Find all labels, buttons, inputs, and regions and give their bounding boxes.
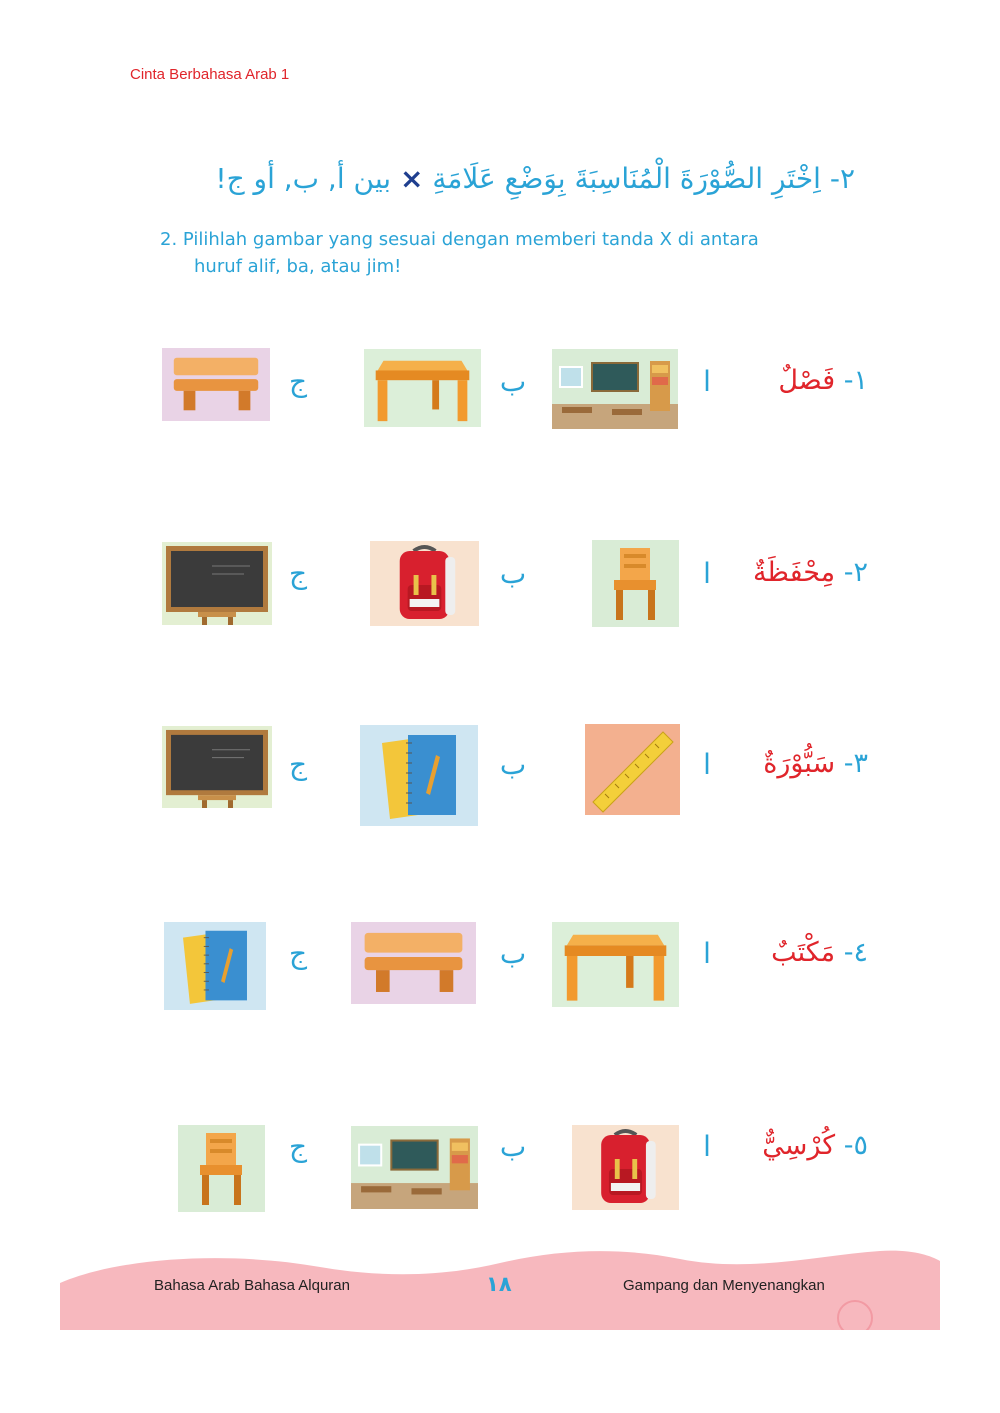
footer-right-text: Gampang dan Menyenangkan (623, 1277, 825, 1294)
question-arabic-word: كُرْسِيٌّ (762, 1130, 836, 1161)
x-mark: × (399, 162, 424, 195)
question-number: ١- (843, 365, 868, 396)
option-letter-alif[interactable]: ا (703, 748, 711, 781)
option-image-chair[interactable] (592, 540, 679, 627)
option-image-backpack[interactable] (572, 1125, 679, 1210)
option-image-notebooks[interactable] (164, 922, 266, 1010)
option-letter-jim[interactable]: ج (288, 937, 308, 970)
option-image-classroom[interactable] (552, 349, 678, 429)
question-number: ٤- (843, 937, 868, 968)
question-word (753, 557, 868, 588)
option-letter-ba[interactable]: ب (499, 748, 527, 781)
instruction-line-1: 2. Pilihlah gambar yang sesuai dengan memberi tanda X di antara (160, 229, 759, 250)
option-image-blackboard[interactable] (162, 726, 272, 808)
option-image-notebooks[interactable] (360, 725, 478, 826)
question-number: ٥- (843, 1130, 868, 1161)
question-number: ٣- (843, 748, 868, 779)
page-number: ١٨ (486, 1272, 512, 1296)
option-image-table[interactable] (552, 922, 679, 1007)
instruction-line-2: huruf alif, ba, atau jim! (194, 256, 402, 277)
question-word (778, 365, 868, 396)
option-letter-ba[interactable]: ب (499, 557, 527, 590)
option-letter-ba[interactable]: ب (499, 937, 527, 970)
option-letter-alif[interactable]: ا (703, 937, 711, 970)
instruction-indonesian (160, 226, 840, 280)
option-image-ruler[interactable] (585, 724, 680, 815)
question-word (762, 1130, 868, 1161)
footer-left-text: Bahasa Arab Bahasa Alquran (154, 1277, 350, 1294)
option-letter-alif[interactable]: ا (703, 1130, 711, 1163)
option-image-bench[interactable] (351, 922, 476, 1004)
option-image-blackboard[interactable] (162, 542, 272, 625)
instruction-arabic-after: بين أ, ب, أو ج! (215, 162, 392, 195)
option-letter-jim[interactable]: ج (288, 365, 308, 398)
option-image-classroom[interactable] (351, 1126, 478, 1209)
question-arabic-word: مَكْتَبٌ (771, 937, 836, 968)
option-letter-jim[interactable]: ج (288, 557, 308, 590)
instruction-arabic-before: ٢- اِخْتَرِ الصُّوْرَةَ الْمُنَاسِبَةَ بِوَضْعِ عَلَامَةِ (432, 162, 855, 195)
option-image-chair[interactable] (178, 1125, 265, 1212)
option-letter-jim[interactable]: ج (288, 748, 308, 781)
option-letter-ba[interactable]: ب (499, 365, 527, 398)
question-arabic-word: فَصْلٌ (778, 365, 836, 396)
question-number: ٢- (843, 557, 868, 588)
footer-band (60, 1245, 940, 1330)
question-word (763, 748, 868, 779)
option-letter-alif[interactable]: ا (703, 365, 711, 398)
option-image-bench[interactable] (162, 348, 270, 421)
question-arabic-word: مِحْفَظَةٌ (752, 557, 836, 588)
option-letter-ba[interactable]: ب (499, 1130, 527, 1163)
option-image-table[interactable] (364, 349, 481, 427)
option-letter-alif[interactable]: ا (703, 557, 711, 590)
question-word (771, 937, 868, 968)
option-letter-jim[interactable]: ج (288, 1130, 308, 1163)
book-title: Cinta Berbahasa Arab 1 (130, 66, 290, 83)
instruction-arabic (215, 162, 855, 195)
question-arabic-word: سَبُّوْرَةٌ (763, 748, 836, 779)
option-image-backpack[interactable] (370, 541, 479, 626)
